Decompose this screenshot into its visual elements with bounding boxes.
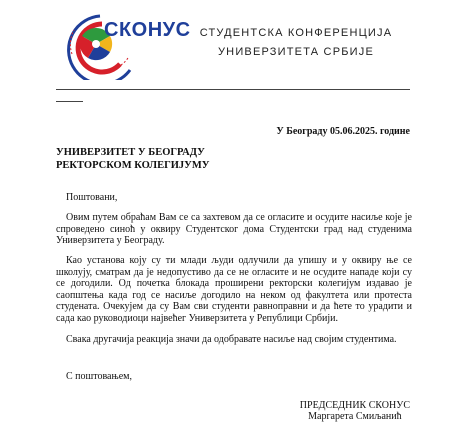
closing: С поштовањем, bbox=[66, 371, 132, 382]
signature-block bbox=[300, 400, 410, 422]
paragraph-3: Свака другачија реакција значи да одобравате насиље над својим студентима. bbox=[66, 334, 397, 345]
signer-title: ПРЕДСЕДНИК СКОНУС bbox=[299, 400, 410, 411]
signer-name: Маргарета Смиљанић bbox=[308, 411, 402, 422]
skonus-logo bbox=[62, 8, 191, 80]
paragraph-1: Овим путем обраћам Вам се са захтевом да се огласите и осудите насиље које је спроведено синоћ у оквиру Студентског дома Студентски град над студенима Универзитета у Београду. bbox=[56, 212, 412, 247]
header-divider bbox=[56, 89, 410, 90]
org-line-1: СТУДЕНТСКА КОНФЕРЕНЦИЈА bbox=[199, 27, 393, 39]
recipient-block bbox=[56, 146, 210, 172]
logo-wordmark: СКОНУС bbox=[104, 19, 191, 41]
recipient-line-1: УНИВЕРЗИТЕТ У БЕОГРАДУ bbox=[56, 147, 205, 158]
greeting: Поштовани, bbox=[66, 192, 118, 203]
organization-name bbox=[196, 24, 396, 62]
org-line-2: УНИВЕРЗИТЕТА СРБИЈЕ bbox=[217, 46, 374, 58]
letter-date: У Београду 05.06.2025. године bbox=[276, 126, 410, 137]
recipient-line-2: РЕКТОРСКОМ КОЛЕГИЈУМУ bbox=[56, 160, 210, 171]
header-divider-short bbox=[56, 101, 83, 102]
paragraph-2: Као установа коју су ти млади људи одлучили да упишу и у оквиру ње се школују, сматрам да је недопустиво да се не огласите и не осудите нападе који су се догодили. Од почетка блокада проширени ректорски колегијум издавао је саопштења када год се насиље догодило на неком од факултета или протеста студената. Очекујем да су Вам сви студенти равноправни и да ћете то урадити и сада као руководиоци највећег Универзитета у Републици Србији. bbox=[56, 255, 412, 324]
